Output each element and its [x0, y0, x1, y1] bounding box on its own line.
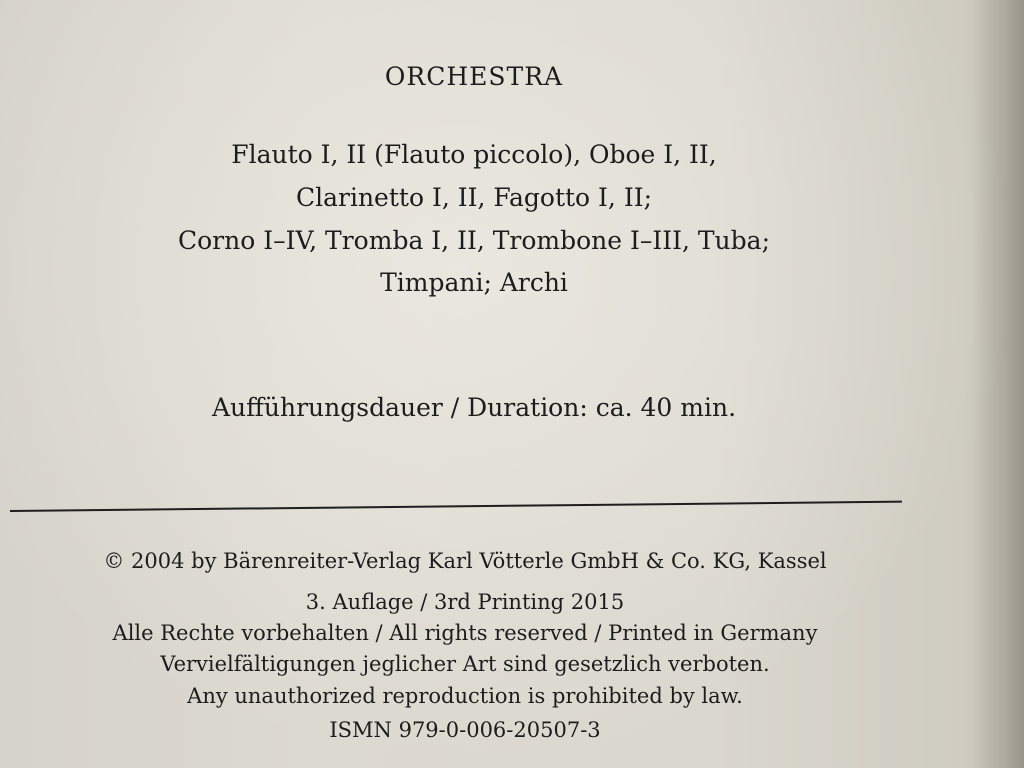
- rights-line: Alle Rechte vorbehalten / All rights reserved / Printed in Germany: [112, 621, 818, 645]
- instrumentation-line: Timpani; Archi: [380, 268, 568, 297]
- reproduction-line-en: Any unauthorized reproduction is prohibited by law.: [187, 684, 743, 708]
- reproduction-line-de: Vervielfältigungen jeglicher Art sind gesetzlich verboten.: [160, 652, 770, 676]
- orchestra-heading: ORCHESTRA: [384, 62, 564, 91]
- horizontal-rule: [10, 501, 902, 512]
- instrumentation-line: Clarinetto I, II, Fagotto I, II;: [295, 183, 653, 212]
- instrumentation-line: Flauto I, II (Flauto piccolo), Oboe I, II,: [231, 140, 717, 169]
- duration-line: Aufführungsdauer / Duration: ca. 40 min.: [211, 393, 737, 422]
- ismn-line: ISMN 979-0-006-20507-3: [329, 718, 601, 742]
- instrumentation-line: Corno I–IV, Tromba I, II, Trombone I–III, Tuba;: [178, 226, 770, 255]
- printing-line: 3. Auflage / 3rd Printing 2015: [305, 590, 625, 614]
- copyright-line: © 2004 by Bärenreiter-Verlag Karl Vötterle GmbH & Co. KG, Kassel: [103, 549, 827, 573]
- page-edge-shadow: [972, 0, 1024, 768]
